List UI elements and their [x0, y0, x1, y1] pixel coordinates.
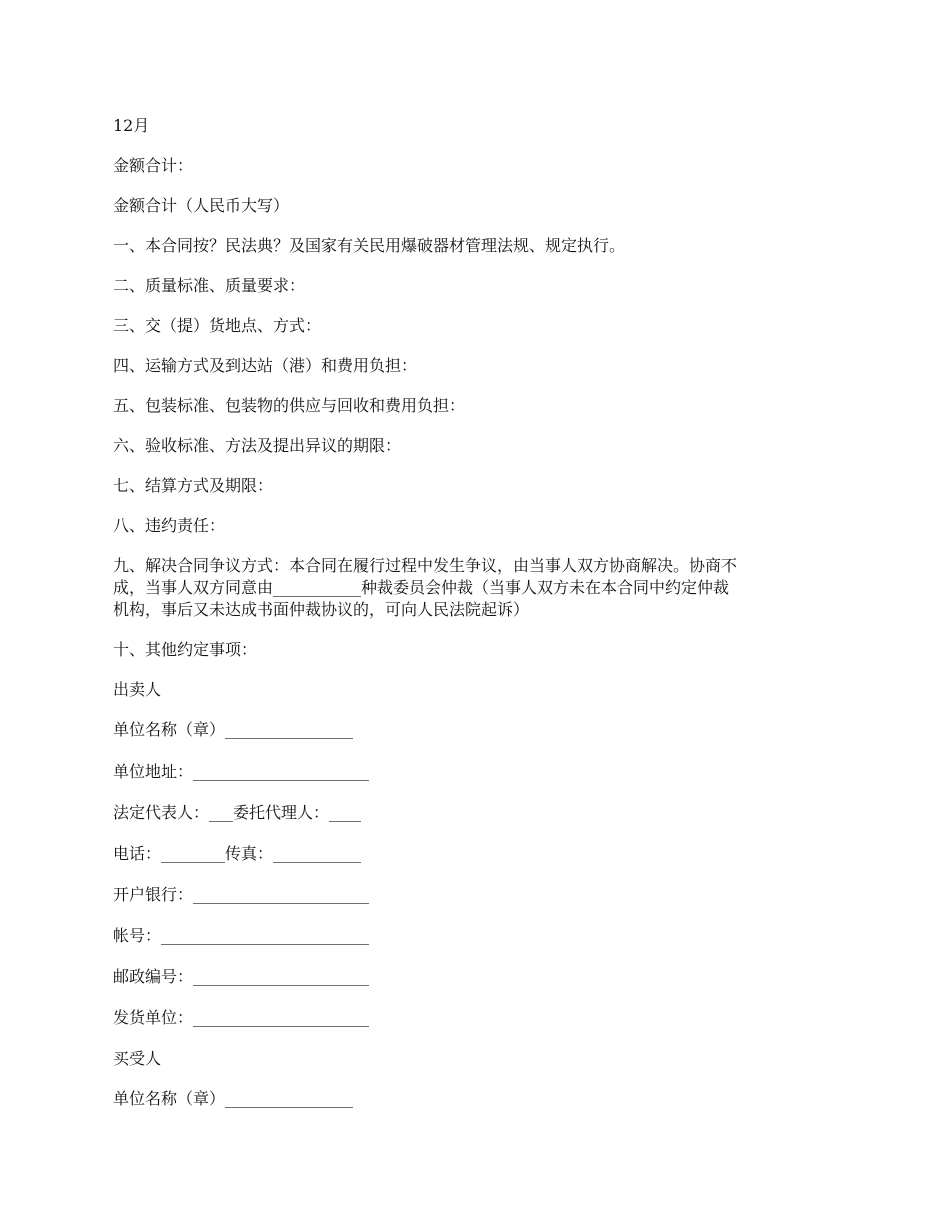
- amount-total-rmb-line: 金额合计（人民币大写）: [113, 196, 290, 215]
- buyer-unit-name: 单位名称（章）________________: [113, 1089, 354, 1108]
- seller-bank: 开户银行：______________________: [113, 885, 370, 904]
- month-line: 12月: [113, 116, 150, 135]
- seller-account: 帐号：__________________________: [113, 926, 370, 945]
- seller-legal-rep: 法定代表人：___委托代理人：____: [113, 803, 362, 822]
- clause-9-line-1: 九、解决合同争议方式：本合同在履行过程中发生争议，由当事人双方协商解决。协商不: [113, 556, 738, 575]
- clause-7: 七、结算方式及期限：: [113, 476, 274, 495]
- clause-3: 三、交（提）货地点、方式：: [113, 316, 322, 335]
- clause-5: 五、包装标准、包装物的供应与回收和费用负担：: [113, 396, 466, 415]
- clause-2: 二、质量标准、质量要求：: [113, 276, 306, 295]
- seller-unit-name: 单位名称（章）________________: [113, 720, 354, 739]
- seller-phone-fax: 电话：________传真：___________: [113, 844, 362, 863]
- seller-unit-address: 单位地址：______________________: [113, 762, 370, 781]
- clause-4: 四、运输方式及到达站（港）和费用负担：: [113, 356, 418, 375]
- clause-8: 八、违约责任：: [113, 516, 226, 535]
- clause-6: 六、验收标准、方法及提出异议的期限：: [113, 436, 402, 455]
- seller-ship-unit: 发货单位：______________________: [113, 1008, 370, 1027]
- clause-9-line-2: 成，当事人双方同意由___________种裁委员会仲裁（当事人双方未在本合同中约定仲裁: [113, 578, 730, 597]
- clause-9-line-3: 机构，事后又未达成书面仲裁协议的，可向人民法院起诉）: [113, 600, 530, 619]
- clause-1: 一、本合同按？民法典？及国家有关民用爆破器材管理法规、规定执行。: [113, 236, 626, 255]
- buyer-heading: 买受人: [113, 1049, 162, 1068]
- seller-heading: 出卖人: [113, 680, 162, 699]
- amount-total-line: 金额合计：: [113, 156, 194, 175]
- seller-postcode: 邮政编号：______________________: [113, 967, 370, 986]
- clause-10: 十、其他约定事项：: [113, 640, 258, 659]
